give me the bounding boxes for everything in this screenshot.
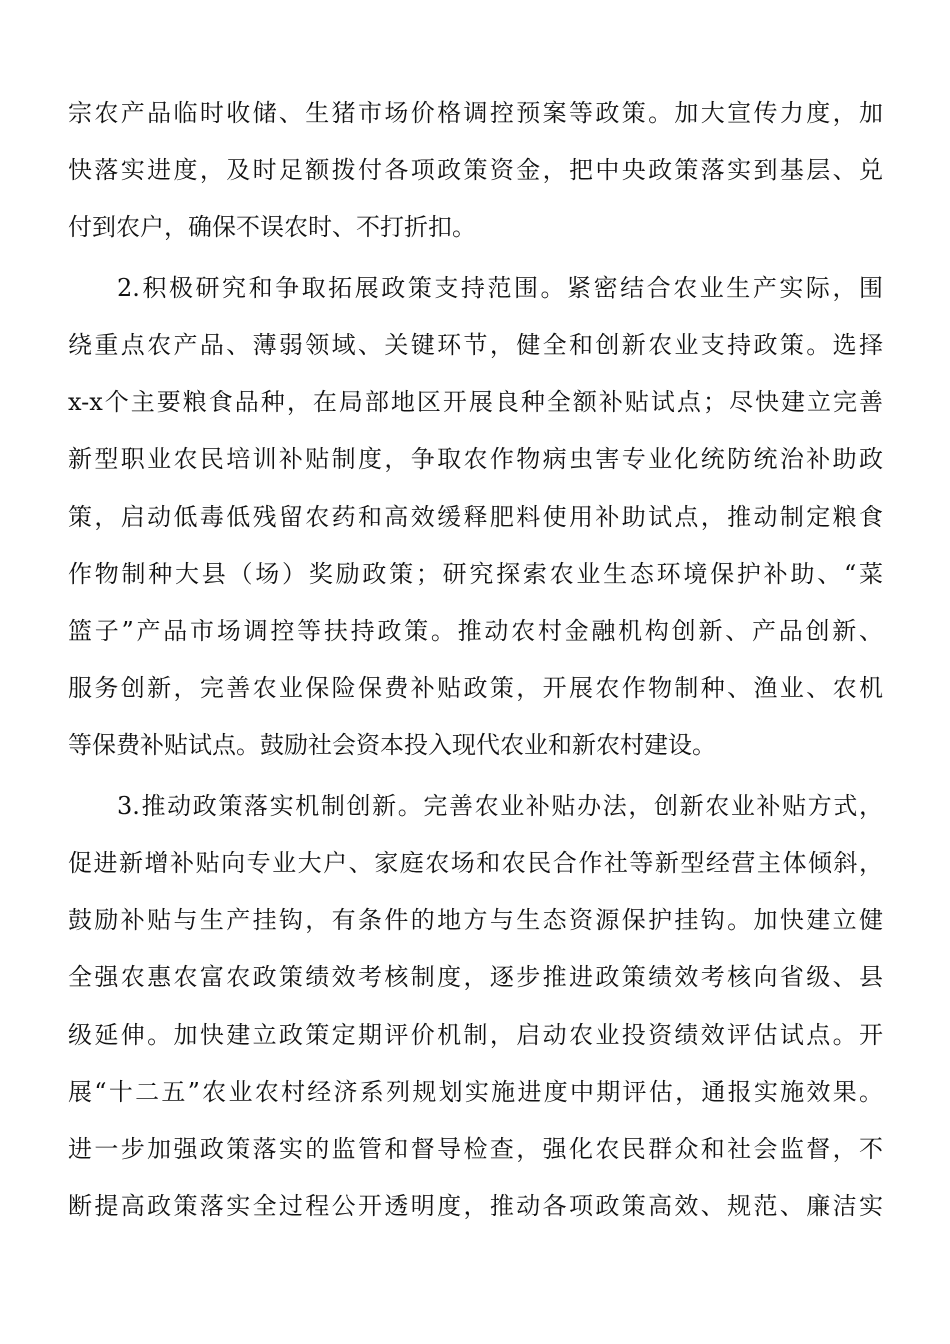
text-line: 等保费补贴试点。鼓励社会资本投入现代农业和新农村建设。 <box>68 731 716 759</box>
text-line: 篮子”产品市场调控等扶持政策。推动农村金融机构创新、产品创新、 <box>68 617 883 645</box>
text-line: 断提高政策落实全过程公开透明度，推动各项政策高效、规范、廉洁实 <box>68 1192 883 1220</box>
text-line: 策，启动低毒低残留农药和高效缓释肥料使用补助试点，推动制定粮食 <box>68 503 883 531</box>
text-line: 作物制种大县（场）奖励政策；研究探索农业生态环境保护补助、“菜 <box>68 560 883 588</box>
text-line: 展“十二五”农业农村经济系列规划实施进度中期评估，通报实施效果。 <box>68 1078 883 1106</box>
text-line: x-x个主要粮食品种，在局部地区开展良种全额补贴试点；尽快建立完善 <box>68 388 883 416</box>
text-line: 宗农产品临时收储、生猪市场价格调控预案等政策。加大宣传力度，加 <box>68 99 883 127</box>
text-line: 快落实进度，及时足额拨付各项政策资金，把中央政策落实到基层、兑 <box>68 156 883 184</box>
text-line: 绕重点农产品、薄弱领域、关键环节，健全和创新农业支持政策。选择 <box>68 331 883 359</box>
text-line: 新型职业农民培训补贴制度，争取农作物病虫害专业化统防统治补助政 <box>68 445 883 473</box>
text-line: 全强农惠农富农政策绩效考核制度，逐步推进政策绩效考核向省级、县 <box>68 963 883 991</box>
text-line: 进一步加强政策落实的监管和督导检查，强化农民群众和社会监督，不 <box>68 1135 883 1163</box>
text-line: 鼓励补贴与生产挂钩，有条件的地方与生态资源保护挂钩。加快建立健 <box>68 906 883 934</box>
text-line: 级延伸。加快建立政策定期评价机制，启动农业投资绩效评估试点。开 <box>68 1021 883 1049</box>
paragraph-3-heading-line: 3.推动政策落实机制创新。完善农业补贴办法，创新农业补贴方式， <box>117 792 883 820</box>
text-line: 促进新增补贴向专业大户、家庭农场和农民合作社等新型经营主体倾斜， <box>68 849 883 877</box>
text-line: 服务创新，完善农业保险保费补贴政策，开展农作物制种、渔业、农机 <box>68 674 883 702</box>
text-line: 付到农户，确保不误农时、不打折扣。 <box>68 213 476 241</box>
paragraph-2-heading-line: 2.积极研究和争取拓展政策支持范围。紧密结合农业生产实际，围 <box>117 274 883 302</box>
